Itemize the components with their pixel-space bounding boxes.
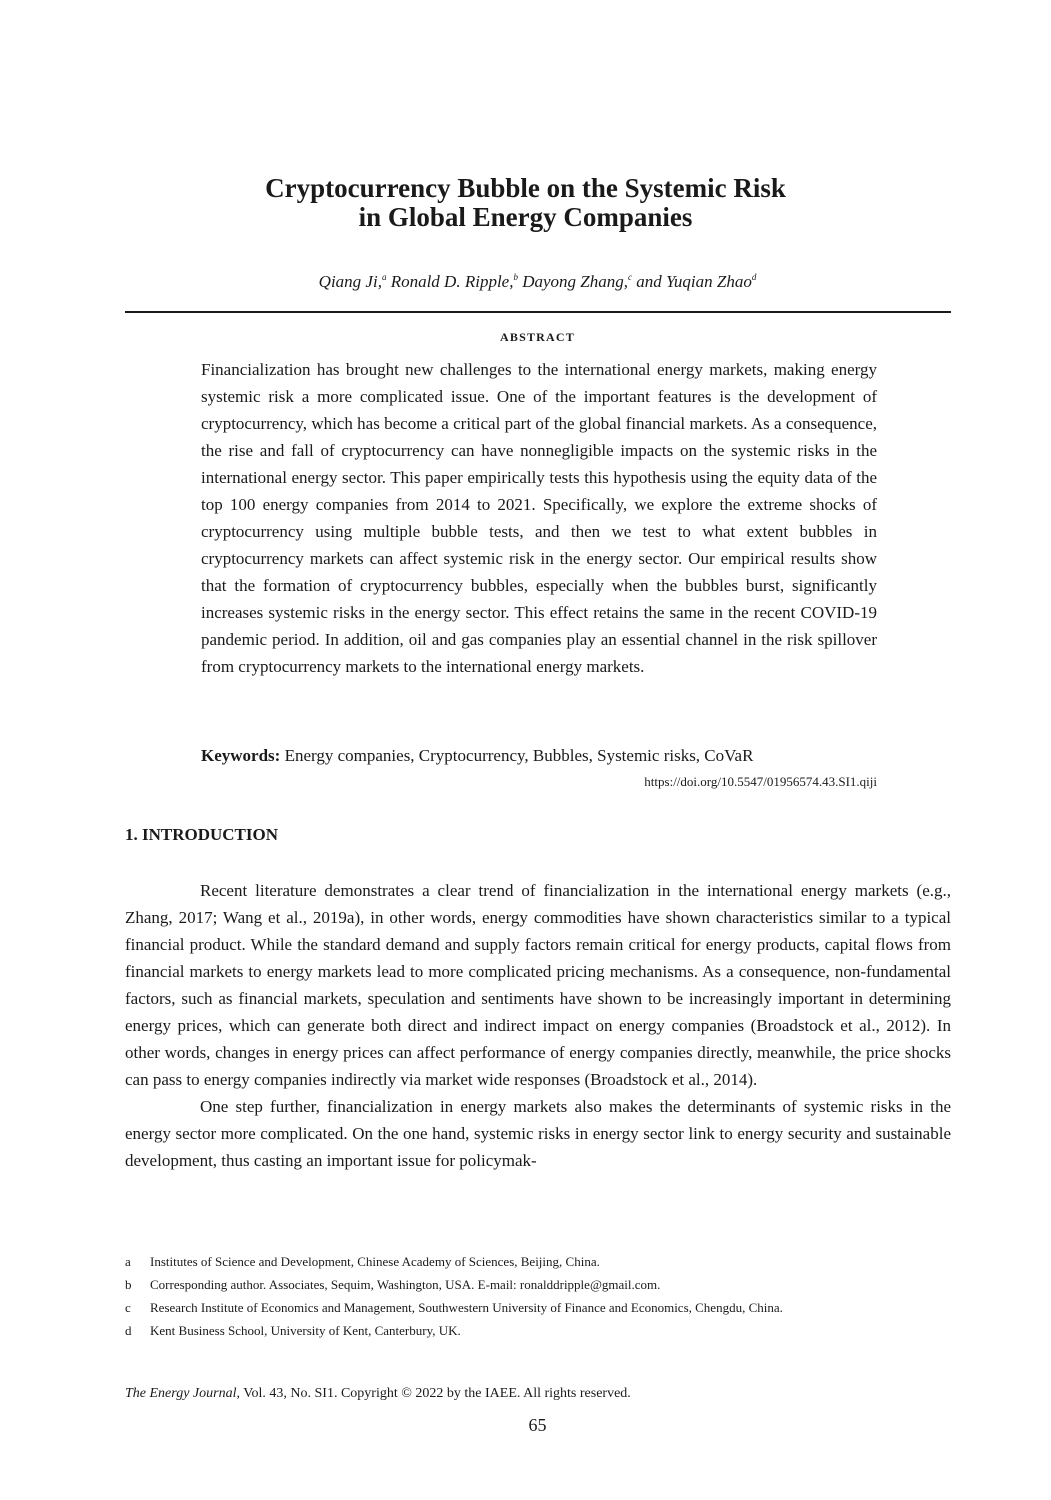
keywords: [201, 742, 877, 769]
footnote: [125, 1296, 951, 1319]
paper-title: [0, 174, 1051, 232]
footnote: [125, 1273, 951, 1296]
doi-link[interactable]: https://doi.org/10.5547/01956574.43.SI1.qiji: [644, 774, 877, 789]
abstract-heading: ABSTRACT: [500, 330, 575, 344]
author-affiliation-mark: d: [751, 272, 757, 282]
author-list: [0, 272, 1051, 292]
keywords-list: Energy companies, Cryptocurrency, Bubbles, Systemic risks, CoVaR: [284, 746, 754, 765]
footnote-text: Research Institute of Economics and Management, Southwestern University of Finance and Economics, Chengdu, China.: [150, 1300, 783, 1315]
journal-citation: [125, 1386, 631, 1402]
introduction-paragraph: One step further, financialization in energy markets also makes the determinants of systemic risks in the energy sector more complicated. On the one hand, systemic risks in energy sector link to energy security and sustainable development, thus casting an important issue for policymak-: [125, 1097, 951, 1170]
footnote-text: Institutes of Science and Development, Chinese Academy of Sciences, Beijing, China.: [150, 1254, 600, 1269]
footnote-mark: c: [125, 1300, 131, 1315]
footnote-text: Kent Business School, University of Kent, Canterbury, UK.: [150, 1323, 461, 1338]
author-affiliation-mark: c: [628, 272, 632, 282]
section-heading-introduction: 1. INTRODUCTION: [125, 825, 279, 844]
footnote-mark: d: [125, 1323, 132, 1338]
title-line-1: Cryptocurrency Bubble on the Systemic Risk: [265, 173, 786, 203]
author-name: Ronald D. Ripple,: [390, 272, 514, 291]
footnotes: [125, 1250, 951, 1342]
header-divider: [125, 311, 951, 313]
footnote-mark: b: [125, 1277, 132, 1292]
author-affiliation-mark: b: [513, 272, 518, 282]
keywords-label: Keywords:: [201, 746, 281, 765]
abstract-text: Financialization has brought new challenges to the international energy markets, making energy systemic risk a more complicated issue. One of the important features is the development of cryptocurrency, which has become a critical part of the global financial markets. As a consequence, the rise and fall of cryptocurrency can have nonnegligible impacts on the systemic risks in the international energy sector. This paper empirically tests this hypothesis using the equity data of the top 100 energy companies from 2014 to 2021. Specifically, we explore the extreme shocks of cryptocurrency using multiple bubble tests, and then we test to what extent bubbles in cryptocurrency markets can affect systemic risk in the energy sector. Our empirical results show that the formation of cryptocurrency bubbles, especially when the bubbles burst, significantly increases systemic risks in the energy sector. This effect retains the same in the recent COVID-19 pandemic period. In addition, oil and gas companies play an essential channel in the risk spillover from cryptocurrency markets to the international energy markets.: [201, 360, 877, 676]
introduction-paragraph: Recent literature demonstrates a clear trend of financialization in the international energy markets (e.g., Zhang, 2017; Wang et al., 2019a), in other words, energy commodities have shown characteristics similar to a typical financial product. While the standard demand and supply factors remain critical for energy products, capital flows from financial markets to energy markets lead to more complicated pricing mechanisms. As a consequence, non-fundamental factors, such as financial markets, speculation and sentiments have shown to be increasingly important in determining energy prices, which can generate both direct and indirect impact on energy companies (Broadstock et al., 2012). In other words, changes in energy prices can affect performance of energy companies directly, meanwhile, the price shocks can pass to energy companies indirectly via market wide responses (Broadstock et al., 2014).: [125, 881, 951, 1089]
journal-name: The Energy Journal: [125, 1386, 237, 1401]
footnote-text: Corresponding author. Associates, Sequim, Washington, USA. E-mail: ronalddripple@gmail.com.: [150, 1277, 661, 1292]
author-affiliation-mark: a: [381, 272, 387, 282]
author-name: Qiang Ji,: [318, 272, 382, 291]
introduction-body: [125, 877, 951, 1174]
journal-details: , Vol. 43, No. SI1. Copyright © 2022 by the IAEE. All rights reserved.: [236, 1386, 631, 1401]
page-number: 65: [528, 1415, 547, 1435]
author-name: and Yuqian Zhao: [636, 272, 752, 291]
title-line-2: in Global Energy Companies: [358, 202, 693, 232]
footnote: [125, 1319, 951, 1342]
author-name: Dayong Zhang,: [522, 272, 628, 291]
footnote: [125, 1250, 951, 1273]
footnote-mark: a: [125, 1254, 131, 1269]
